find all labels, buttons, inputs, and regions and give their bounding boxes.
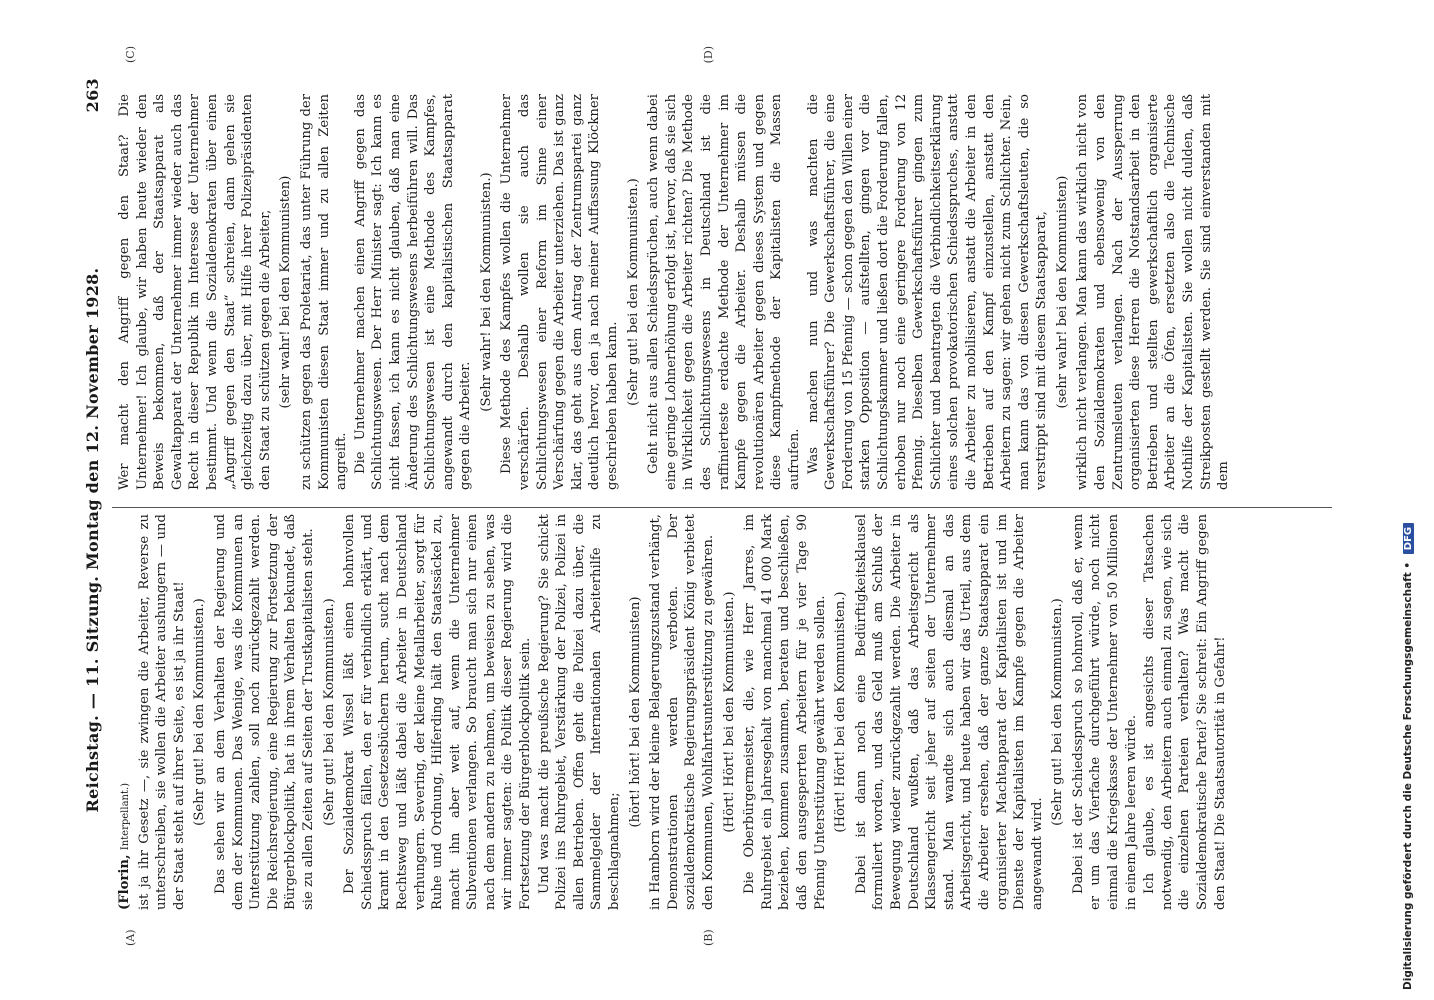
interjection: (Sehr gut! bei den Kommunisten.) — [625, 178, 641, 406]
paragraph: Dabei ist der Schiedsspruch so hohnvoll, daß er, wenn er um das Vierfache durchgeführt würde, noch nicht einmal die Kriegskasse der Unternehmer von 50 Millionen in einem Jahre leeren würde. — [1070, 514, 1139, 910]
paragraph: Was machen nun und was machten die Gewerkschaftsführer? Die Gewerkschaftsführer, die eine Forderung von 15 Pfennig — schon gegen den Willen einer starken Opposition — aufstellten, gingen vor die Schlichtungskammer und ließen dort die Forderung fallen, erhoben nur noch eine geringere Forderung von 12 Pfennig. Dieselben Gewerkschaftsführer gingen zum Schlichter und beantragten die Verbindlichkeitserklärung eines solchen provokatorischen Schiedsspruches, anstatt die Arbeiter zu mobilisieren, anstatt die Arbeiter in den Betrieben auf den Kampf einzustellen, anstatt den Arbeitern zu sagen: wir gehen nicht zum Schlichter. Nein, man kann das von diesen Gewerkschaftsleuten, die so verstrippt sind mit diesem Staatsapparat, — [805, 94, 1050, 490]
interjection: (hört! hört! bei den Kommunisten) — [627, 596, 643, 828]
interjection: (sehr wahr! bei den Kommunisten) — [1054, 175, 1070, 409]
paragraph: Wer macht den Angriff gegen den Staat? Die Unternehmer! Ich glaube, wir haben heute wieder den Beweis bekommen, daß der Staatsapparat als Gewaltapparat der Unternehmer immer wieder auch das Recht in dieser Republik im Interesse der Unternehmer bestimmt. Und wenn die Sozialdemokraten über einen „Angriff gegen den Staat“ schreien, dann gehen sie gleichzeitig dazu über, mit Hilfe ihrer Polizeipräsidenten den Staat zu schützen gegen die Arbeiter, — [117, 94, 273, 490]
speaker-name: (Florin, — [117, 854, 132, 910]
interjection: (Sehr gut! bei den Kommunisten.) — [1050, 598, 1066, 826]
speaker-role: Interpellant.) — [120, 782, 131, 851]
margin-mark-c: (C) — [124, 46, 137, 63]
paragraph: in Hamborn wird der kleine Belagerungszustand verhängt, Demonstrationen werden verboten. Der sozialdemokratische Regierungspräsident König verbietet den Kommunen, Wohlfahrtsunterstützung zu gewähren. — [648, 514, 716, 910]
interjection: (Hört! Hört! bei den Kommunisten.) — [721, 591, 737, 833]
margin-mark-b: (B) — [702, 929, 715, 946]
paragraph: Diese Methode des Kampfes wollen die Unternehmer verschärfen. Deshalb wollen sie auch das Schlichtungswesen einer Reform im Sinne einer Verschärfung gegen die Arbeiter unterziehen. Das ist ganz klar, das geht aus dem Antrag der Zentrumspartei ganz deutlich hervor, den ja nach meiner Auffassung Klöckner geschrieben haben kann. — [499, 94, 621, 490]
paragraph: Und was macht die preußische Regierung? Sie schickt Polizei ins Ruhrgebiet, Verstärkung der Polizei, Polizei in allen Betrieben. Offen geht die Polizei dazu über, die Sammelgelder der Internationalen Arbeiterhilfe zu beschlagnahmen; — [536, 514, 623, 910]
paragraph: Geht nicht aus allen Schiedssprüchen, auch wenn dabei eine geringe Lohnerhöhung erfolgt ist, hervor, daß sie sich in Wirklichkeit gegen die Arbeiter richten? Die Methode des Schlichtungswesens in Deutschland ist die raffinierteste erdachte Methode der Unternehmer im Kampfe gegen die Arbeiter. Deshalb müssen die revolutionären Arbeiter gegen dieses System und gegen diese Kampfmethode der Kapitalisten die Massen aufrufen. — [646, 94, 802, 490]
paragraph: zu schützen gegen das Proletariat, das unter Führung der Kommunisten diesen Staat immer und zu allen Zeiten angreift. — [298, 94, 350, 490]
rotated-document-page — [82, 46, 1372, 950]
paragraph: Dabei ist dann noch eine Bedürftigkeitsklausel formuliert worden, und das Geld muß am Schluß der Bewegung wieder zurückgezahlt werden. Die Arbeiter in Deutschland wußten, daß das Arbeitsgericht als Klassengericht seit jeher auf seiten der Unternehmer stand. Man wandte sich auch diesmal an das Arbeitsgericht, und heute haben wir das Urteil, aus dem die Arbeiter ersehen, daß der ganze Staatsapparat ein organisierter Machtapparat der Kapitalisten ist und im Dienste der Kapitalisten im Kampfe gegen die Arbeiter angewandt wird. — [853, 514, 1045, 910]
column-divider — [112, 507, 1332, 508]
interjection: (sehr wahr! bei den Kommunisten) — [278, 175, 294, 409]
page-title: Reichstag. — 11. Sitzung. Montag den 12. November 1928. — [83, 267, 102, 813]
interjection: (Sehr wahr! bei den Kommunisten.) — [478, 172, 494, 412]
credit-text: Digitalisierung gefördert durch die Deutsche Forschungsgemeinschaft • — [1402, 561, 1414, 990]
running-head — [82, 74, 108, 926]
digitization-credit — [1402, 0, 1414, 990]
dfg-logo: DFG — [1403, 523, 1414, 554]
margin-mark-d: (D) — [702, 46, 715, 64]
margin-mark-a: (A) — [124, 929, 137, 946]
page-number: 263 — [83, 78, 102, 113]
right-column — [116, 94, 1362, 490]
interjection: (Sehr gut! bei den Kommunisten.) — [192, 598, 208, 826]
interjection: (Sehr gut! bei den Kommunisten.) — [321, 598, 337, 826]
speaker-line — [116, 514, 135, 910]
left-column — [116, 514, 1362, 910]
paragraph: wirklich nicht verlangen. Man kann das wirklich nicht von den Sozialdemokraten und ebensowenig von den Zentrumsleuten verlangen. Nach der Aussperrung organisierten diese Herren die Notstandsarbeit in den Betrieben und stellten gewerkschaftlich organisierte Arbeiter an die Öfen, ersetzten also die Technische Nothilfe der Kapitalisten. Sie wollen nicht dulden, daß Streikposten gestellt werden. Sie sind einverstanden mit dem — [1075, 94, 1232, 490]
paragraph: Der Sozialdemokrat Wissel läßt einen hohnvollen Schiedsspruch fällen, den er für verbindlich erklärt, und kramt in den Gesetzesbüchern herum, sucht nach dem Rechtsweg und läßt dabei die Arbeiter in Deutschland verhungern. Severing, der kleine Metallarbeiter, sorgt für Ruhe und Ordnung, Hilferding hält den Staatssäckel zu, macht ihn aber weit auf, wenn die Unternehmer Subventionen verlangen. So braucht man sich nur einen nach dem andern zu nehmen, um beweisen zu sehen, was wir immer sagten: die Politik dieser Regierung wird die Fortsetzung der Bürgerblockpolitik sein. — [342, 514, 534, 910]
paragraph: Ich glaube, es ist angesichts dieser Tatsachen notwendig, den Arbeitern auch einmal zu sagen, wie sich die einzelnen Parteien verhalten? Was macht die Sozialdemokratische Partei? Sie schreit: Ein Angriff gegen den Staat! Die Staatsautorität in Gefahr! — [1142, 514, 1228, 910]
interjection: (Hört! Hört! bei den Kommunisten.) — [833, 591, 849, 833]
paragraph: ist ja ihr Gesetz —, sie zwingen die Arbeiter, Reverse zu unterschreiben, sie wollen die Arbeiter aushungern — und der Staat steht auf ihrer Seite, es ist ja ihr Staat! — [136, 514, 187, 910]
paragraph: Das sehen wir an dem Verhalten der Regierung und dem der Kommunen. Das Wenige, was die Kommunen an Unterstützung zahlen, soll noch zurückgezahlt werden. Die Reichsregierung, eine Regierung zur Fortsetzung der Bürgerblockpolitik, hat in ihrem Verhalten bekundet, daß sie zu allen Zeiten auf Seiten der Trustkapitalisten steht. — [212, 514, 316, 910]
paragraph: Die Oberbürgermeister, die, wie Herr Jarres, im Ruhrgebiet ein Jahresgehalt von manchmal 41 000 Mark beziehen, kommen zusammen, beraten und beschließen, daß den ausgesperrten Arbeitern für je vier Tage 90 Pfennig Unterstützung gewährt werden sollen. — [742, 514, 828, 910]
paragraph: Die Unternehmer machen einen Angriff gegen das Schlichtungswesen. Der Herr Minister sagt: Ich kann es nicht fassen, ich kann es nicht glauben, daß man eine Änderung des Schlichtungswesens herbeiführen will. Das Schlichtungswesen ist eine Methode des Kampfes, angewandt durch den kapitalistischen Staatsapparat gegen die Arbeiter. — [352, 94, 474, 490]
